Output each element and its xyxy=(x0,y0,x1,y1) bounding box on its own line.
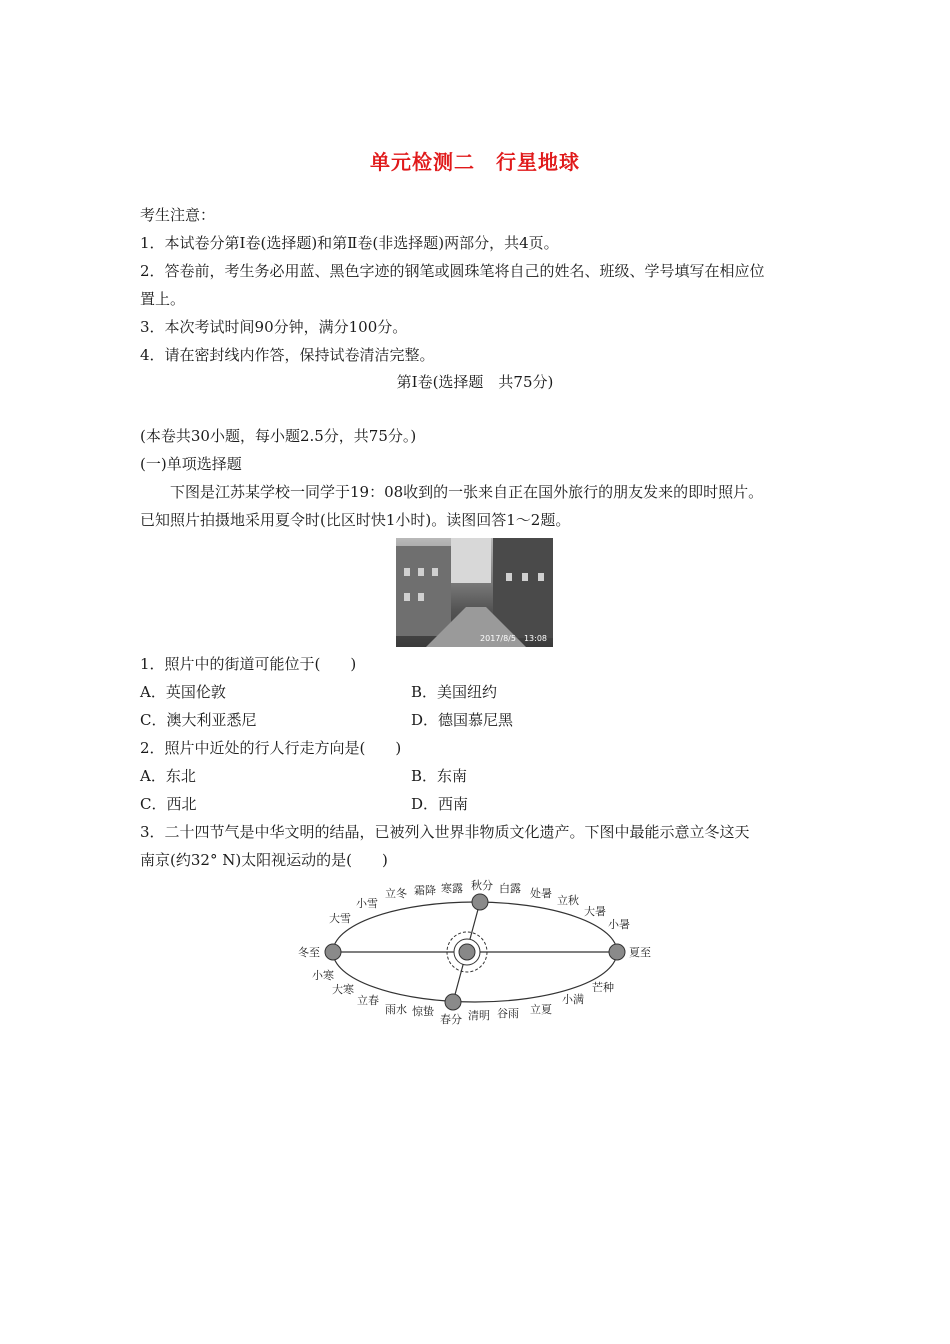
term-label: 小雪 xyxy=(356,897,378,910)
intro-line: 已知照片拍摄地采用夏令时(比区时快1小时)。读图回答1～2题。 xyxy=(140,511,571,529)
term-label: 大雪 xyxy=(329,912,351,925)
notice-item: 4．请在密封线内作答，保持试卷清洁完整。 xyxy=(140,346,435,364)
term-label: 处暑 xyxy=(530,887,552,900)
section-title: 第Ⅰ卷(选择题 共75分) xyxy=(396,373,554,391)
earth-chunfen xyxy=(445,994,461,1010)
street-photo xyxy=(396,538,553,647)
term-label: 大寒 xyxy=(332,983,354,996)
term-label: 白露 xyxy=(499,882,521,895)
earth-qiufen xyxy=(472,894,488,910)
question-stem: 1．照片中的街道可能位于( ) xyxy=(140,655,357,673)
term-label: 寒露 xyxy=(441,882,463,895)
earth-dongzhi xyxy=(325,944,341,960)
intro-line: 下图是江苏某学校一同学于19：08收到的一张来自正在国外旅行的朋友发来的即时照片。 xyxy=(140,483,764,501)
term-label: 立秋 xyxy=(557,894,579,907)
notice-item: 3．本次考试时间90分钟，满分100分。 xyxy=(140,318,408,336)
option-a: A．英国伦敦 xyxy=(140,683,226,701)
term-label: 霜降 xyxy=(414,884,436,897)
term-label: 冬至 xyxy=(298,946,320,959)
term-label: 惊蛰 xyxy=(412,1005,434,1018)
term-label: 小寒 xyxy=(312,969,334,982)
term-label: 大暑 xyxy=(584,905,606,918)
option-a: A．东北 xyxy=(140,767,196,785)
term-label: 谷雨 xyxy=(497,1007,519,1020)
term-label: 立夏 xyxy=(530,1003,552,1016)
photo-timestamp: 2017/8/5 13:08 xyxy=(480,634,547,643)
notice-heading: 考生注意： xyxy=(140,206,216,224)
question-stem: 3．二十四节气是中华文明的结晶，已被列入世界非物质文化遗产。下图中最能示意立冬这天 xyxy=(140,823,750,841)
page-title: 单元检测二 行星地球 xyxy=(370,150,580,174)
option-b: B．东南 xyxy=(411,767,468,785)
term-label: 立冬 xyxy=(385,887,407,900)
term-label: 秋分 xyxy=(471,879,493,892)
solar-terms-diagram xyxy=(290,875,670,1035)
notice-item: 置上。 xyxy=(140,290,186,308)
term-label: 芒种 xyxy=(592,981,614,994)
earth-xiazhi xyxy=(609,944,625,960)
question-stem-cont: 南京(约32° N)太阳视运动的是( ) xyxy=(140,851,388,869)
term-label: 春分 xyxy=(440,1013,462,1026)
term-label: 小满 xyxy=(562,993,584,1006)
term-label: 夏至 xyxy=(629,946,651,959)
part-title: (一)单项选择题 xyxy=(140,455,242,473)
option-c: C．澳大利亚悉尼 xyxy=(140,711,257,729)
option-d: D．西南 xyxy=(411,795,469,813)
option-b: B．美国纽约 xyxy=(411,683,498,701)
option-d: D．德国慕尼黑 xyxy=(411,711,514,729)
term-label: 清明 xyxy=(468,1009,490,1022)
section-note: (本卷共30小题，每小题2.5分，共75分。) xyxy=(140,427,417,445)
notice-item: 2．答卷前，考生务必用蓝、黑色字迹的钢笔或圆珠笔将自己的姓名、班级、学号填写在相应位 xyxy=(140,262,765,280)
term-label: 雨水 xyxy=(385,1003,407,1016)
question-stem: 2．照片中近处的行人行走方向是( ) xyxy=(140,739,402,757)
term-label: 立春 xyxy=(357,994,379,1007)
notice-item: 1．本试卷分第Ⅰ卷(选择题)和第Ⅱ卷(非选择题)两部分，共4页。 xyxy=(140,234,559,252)
option-c: C．西北 xyxy=(140,795,197,813)
term-label: 小暑 xyxy=(608,918,630,931)
